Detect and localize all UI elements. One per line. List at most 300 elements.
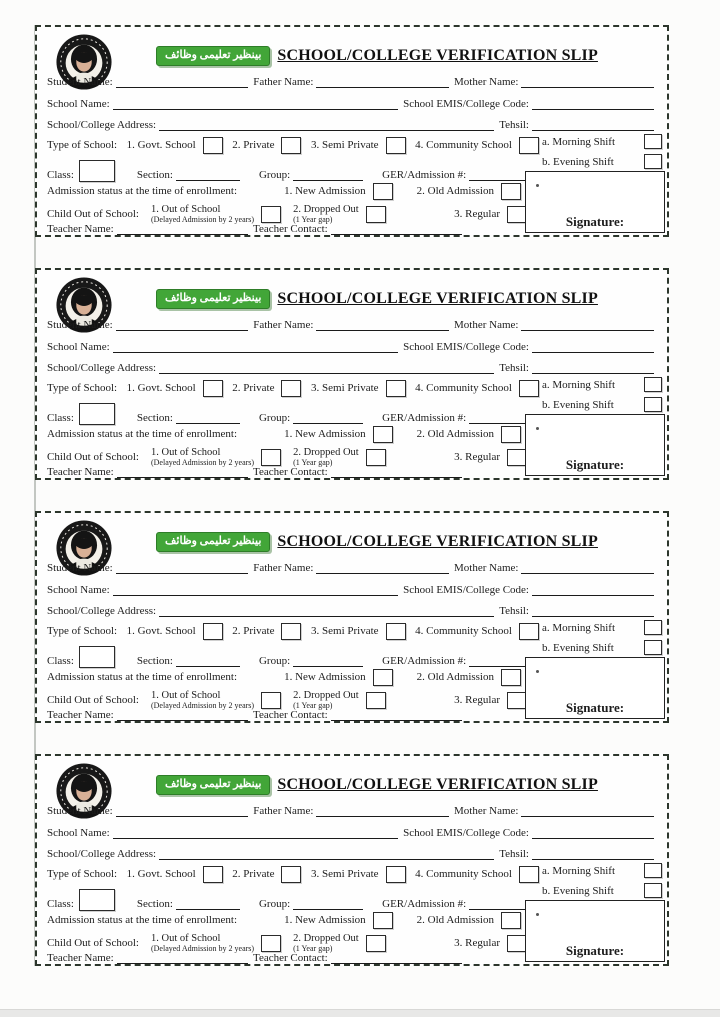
class-section-row xyxy=(47,403,497,425)
new-admission-checkbox[interactable] xyxy=(373,912,393,929)
slip-title: SCHOOL/COLLEGE VERIFICATION SLIP xyxy=(277,290,598,307)
teacher-row xyxy=(47,951,467,965)
admission-status-label: Admission status at the time of enrollment: xyxy=(47,428,238,440)
tehsil-field[interactable] xyxy=(532,118,654,131)
govt-school-checkbox[interactable] xyxy=(203,623,223,640)
tehsil-label: Tehsil: xyxy=(499,605,529,617)
old-admission-label: 2. Old Admission xyxy=(416,428,494,440)
regular-checkbox[interactable] xyxy=(507,206,527,223)
govt-school-option xyxy=(127,380,223,397)
address-field[interactable] xyxy=(159,604,494,617)
evening-shift-checkbox[interactable] xyxy=(644,397,662,412)
old-admission-option xyxy=(417,183,521,200)
dropped-out-option xyxy=(293,690,359,710)
teacher-name-label: Teacher Name: xyxy=(47,709,114,721)
out-of-school-sublabel: (Delayed Admission by 2 years) xyxy=(150,215,255,224)
scan-dot xyxy=(536,913,539,916)
scan-dot xyxy=(536,670,539,673)
out-of-school-label: 1. Out of School xyxy=(150,447,221,458)
morning-shift-checkbox[interactable] xyxy=(644,863,662,878)
slip-header xyxy=(107,529,647,555)
signature-label: Signature: xyxy=(565,943,625,958)
slip-header xyxy=(107,772,647,798)
type-of-school-label: Type of School: xyxy=(47,868,118,880)
private-option xyxy=(232,137,301,154)
emis-code-field[interactable] xyxy=(532,97,654,110)
tehsil-field[interactable] xyxy=(532,361,654,374)
out-of-school-checkbox[interactable] xyxy=(261,206,281,223)
group-label: Group: xyxy=(258,169,291,181)
dropped-out-sublabel: (1 Year gap) xyxy=(293,701,333,710)
school-name-label: School Name: xyxy=(47,827,110,839)
semi-private-checkbox[interactable] xyxy=(386,623,406,640)
emis-code-label: School EMIS/College Code: xyxy=(403,827,529,839)
morning-shift-label: a. Morning Shift xyxy=(542,135,616,148)
regular-option xyxy=(454,206,527,223)
community-school-checkbox[interactable] xyxy=(519,623,539,640)
dropped-out-sublabel: (1 Year gap) xyxy=(293,215,333,224)
father-name-label: Father Name: xyxy=(253,562,314,574)
ger-admission-label: GER/Admission #: xyxy=(382,898,467,910)
school-name-label: School Name: xyxy=(47,584,110,596)
out-of-school-sublabel: (Delayed Admission by 2 years) xyxy=(150,944,255,953)
private-label: 2. Private xyxy=(232,625,275,637)
regular-checkbox[interactable] xyxy=(507,935,527,952)
morning-shift-option xyxy=(542,133,662,150)
teacher-contact-field[interactable] xyxy=(331,951,462,964)
evening-shift-label: b. Evening Shift xyxy=(542,398,614,411)
govt-school-label: 1. Govt. School xyxy=(126,868,196,880)
section-field[interactable] xyxy=(176,411,240,424)
private-label: 2. Private xyxy=(232,382,275,394)
student-name-field[interactable] xyxy=(116,75,249,88)
new-admission-label: 1. New Admission xyxy=(284,185,366,197)
class-field[interactable] xyxy=(79,160,115,182)
shift-options-column xyxy=(542,376,662,416)
community-school-checkbox[interactable] xyxy=(519,866,539,883)
student-name-label: Student Name: xyxy=(47,319,113,331)
dropped-out-checkbox[interactable] xyxy=(366,692,386,709)
semi-private-label: 3. Semi Private xyxy=(311,382,379,394)
dropped-out-checkbox[interactable] xyxy=(366,935,386,952)
regular-option xyxy=(454,935,527,952)
teacher-contact-label: Teacher Contact: xyxy=(253,223,328,235)
signature-box[interactable] xyxy=(525,414,665,476)
verification-slip xyxy=(35,25,669,237)
class-field[interactable] xyxy=(79,646,115,668)
verification-slip xyxy=(35,754,669,966)
section-field[interactable] xyxy=(176,168,240,181)
class-label: Class: xyxy=(47,898,74,910)
dropped-out-label: 2. Dropped Out xyxy=(293,204,359,215)
class-section-row xyxy=(47,160,497,182)
section-label: Section: xyxy=(136,655,173,667)
evening-shift-checkbox[interactable] xyxy=(644,883,662,898)
new-admission-label: 1. New Admission xyxy=(284,914,366,926)
govt-school-label: 1. Govt. School xyxy=(126,625,196,637)
teacher-name-field[interactable] xyxy=(117,222,248,235)
slip-title: SCHOOL/COLLEGE VERIFICATION SLIP xyxy=(277,776,598,793)
father-name-label: Father Name: xyxy=(253,805,314,817)
morning-shift-option xyxy=(542,862,662,879)
new-admission-option xyxy=(284,183,393,200)
out-of-school-sublabel: (Delayed Admission by 2 years) xyxy=(150,701,255,710)
mother-name-label: Mother Name: xyxy=(454,805,519,817)
father-name-field[interactable] xyxy=(316,75,449,88)
semi-private-option xyxy=(311,137,406,154)
old-admission-option xyxy=(417,669,521,686)
school-row xyxy=(47,583,659,597)
names-row xyxy=(47,318,659,332)
child-out-of-school-label: Child Out of School: xyxy=(47,450,139,463)
urdu-program-badge: بینظیر تعلیمی وظائف xyxy=(156,289,270,309)
private-option xyxy=(232,866,301,883)
urdu-program-badge: بینظیر تعلیمی وظائف xyxy=(156,775,270,795)
admission-status-label: Admission status at the time of enrollment: xyxy=(47,914,238,926)
tehsil-field[interactable] xyxy=(532,847,654,860)
teacher-contact-field[interactable] xyxy=(331,222,462,235)
child-out-of-school-label: Child Out of School: xyxy=(47,693,139,706)
address-field[interactable] xyxy=(159,847,494,860)
evening-shift-option xyxy=(542,882,662,899)
teacher-contact-field[interactable] xyxy=(331,465,462,478)
teacher-row xyxy=(47,222,467,236)
emis-code-label: School EMIS/College Code: xyxy=(403,98,529,110)
teacher-row xyxy=(47,465,467,479)
community-school-label: 4. Community School xyxy=(415,625,512,637)
mother-name-field[interactable] xyxy=(521,804,654,817)
group-field[interactable] xyxy=(293,411,363,424)
mother-name-field[interactable] xyxy=(521,75,654,88)
mother-name-label: Mother Name: xyxy=(454,562,519,574)
private-option xyxy=(232,623,301,640)
tehsil-label: Tehsil: xyxy=(499,848,529,860)
private-checkbox[interactable] xyxy=(281,866,301,883)
school-row xyxy=(47,97,659,111)
dropped-out-option xyxy=(293,933,359,953)
signature-box[interactable] xyxy=(525,900,665,962)
evening-shift-option xyxy=(542,153,662,170)
dropped-out-label: 2. Dropped Out xyxy=(293,447,359,458)
father-name-label: Father Name: xyxy=(253,319,314,331)
community-school-label: 4. Community School xyxy=(415,382,512,394)
father-name-field[interactable] xyxy=(316,561,449,574)
scan-dot xyxy=(536,427,539,430)
teacher-name-field[interactable] xyxy=(117,708,248,721)
new-admission-checkbox[interactable] xyxy=(373,426,393,443)
urdu-program-badge: بینظیر تعلیمی وظائف xyxy=(156,46,270,66)
section-label: Section: xyxy=(136,412,173,424)
signature-box[interactable] xyxy=(525,171,665,233)
teacher-contact-label: Teacher Contact: xyxy=(253,466,328,478)
regular-checkbox[interactable] xyxy=(507,449,527,466)
student-name-field[interactable] xyxy=(116,561,249,574)
school-row xyxy=(47,826,659,840)
evening-shift-label: b. Evening Shift xyxy=(542,641,614,654)
semi-private-checkbox[interactable] xyxy=(386,866,406,883)
old-admission-option xyxy=(417,426,521,443)
signature-label: Signature: xyxy=(565,457,625,472)
names-row xyxy=(47,804,659,818)
group-field[interactable] xyxy=(293,654,363,667)
semi-private-option xyxy=(311,866,406,883)
regular-label: 3. Regular xyxy=(454,936,500,949)
community-school-checkbox[interactable] xyxy=(519,137,539,154)
section-field[interactable] xyxy=(176,897,240,910)
out-of-school-option xyxy=(151,933,254,953)
community-school-option xyxy=(415,380,539,397)
shift-options-column xyxy=(542,862,662,902)
mother-name-field[interactable] xyxy=(521,318,654,331)
school-name-field[interactable] xyxy=(113,97,398,110)
shift-options-column xyxy=(542,619,662,659)
evening-shift-checkbox[interactable] xyxy=(644,640,662,655)
address-label: School/College Address: xyxy=(47,119,157,131)
teacher-contact-label: Teacher Contact: xyxy=(253,952,328,964)
evening-shift-label: b. Evening Shift xyxy=(542,884,614,897)
regular-checkbox[interactable] xyxy=(507,692,527,709)
child-out-of-school-label: Child Out of School: xyxy=(47,207,139,220)
dropped-out-checkbox[interactable] xyxy=(366,449,386,466)
new-admission-option xyxy=(284,669,393,686)
govt-school-label: 1. Govt. School xyxy=(126,382,196,394)
dropped-out-option xyxy=(293,204,359,224)
community-school-checkbox[interactable] xyxy=(519,380,539,397)
semi-private-option xyxy=(311,623,406,640)
old-admission-option xyxy=(417,912,521,929)
regular-label: 3. Regular xyxy=(454,450,500,463)
community-school-label: 4. Community School xyxy=(415,868,512,880)
teacher-name-field[interactable] xyxy=(117,465,248,478)
class-section-row xyxy=(47,646,497,668)
slip-header xyxy=(107,286,647,312)
dropped-out-sublabel: (1 Year gap) xyxy=(293,944,333,953)
admission-status-row xyxy=(47,669,521,686)
new-admission-option xyxy=(284,912,393,929)
evening-shift-option xyxy=(542,396,662,413)
ger-admission-label: GER/Admission #: xyxy=(382,412,467,424)
out-of-school-checkbox[interactable] xyxy=(261,449,281,466)
address-label: School/College Address: xyxy=(47,362,157,374)
type-of-school-row xyxy=(47,137,539,154)
govt-school-checkbox[interactable] xyxy=(203,866,223,883)
private-checkbox[interactable] xyxy=(281,623,301,640)
morning-shift-label: a. Morning Shift xyxy=(542,864,616,877)
verification-slip xyxy=(35,268,669,480)
address-row xyxy=(47,361,659,375)
out-of-school-checkbox[interactable] xyxy=(261,935,281,952)
govt-school-option xyxy=(127,866,223,883)
names-row xyxy=(47,75,659,89)
old-admission-checkbox[interactable] xyxy=(501,912,521,929)
tehsil-field[interactable] xyxy=(532,604,654,617)
out-of-school-label: 1. Out of School xyxy=(150,933,221,944)
morning-shift-checkbox[interactable] xyxy=(644,377,662,392)
evening-shift-checkbox[interactable] xyxy=(644,154,662,169)
community-school-option xyxy=(415,866,539,883)
signature-label: Signature: xyxy=(565,214,625,229)
mother-name-label: Mother Name: xyxy=(454,76,519,88)
teacher-name-label: Teacher Name: xyxy=(47,223,114,235)
govt-school-option xyxy=(127,623,223,640)
emis-code-field[interactable] xyxy=(532,340,654,353)
emis-code-label: School EMIS/College Code: xyxy=(403,584,529,596)
morning-shift-checkbox[interactable] xyxy=(644,134,662,149)
mother-name-label: Mother Name: xyxy=(454,319,519,331)
group-field[interactable] xyxy=(293,897,363,910)
section-label: Section: xyxy=(136,169,173,181)
slip-title: SCHOOL/COLLEGE VERIFICATION SLIP xyxy=(277,533,598,550)
student-name-field[interactable] xyxy=(116,318,249,331)
teacher-name-field[interactable] xyxy=(117,951,248,964)
regular-option xyxy=(454,449,527,466)
regular-label: 3. Regular xyxy=(454,207,500,220)
evening-shift-label: b. Evening Shift xyxy=(542,155,614,168)
father-name-field[interactable] xyxy=(316,804,449,817)
semi-private-checkbox[interactable] xyxy=(386,380,406,397)
semi-private-option xyxy=(311,380,406,397)
dropped-out-option xyxy=(293,447,359,467)
ger-admission-label: GER/Admission #: xyxy=(382,169,467,181)
community-school-option xyxy=(415,137,539,154)
out-of-school-option xyxy=(151,204,254,224)
semi-private-checkbox[interactable] xyxy=(386,137,406,154)
verification-slip xyxy=(35,511,669,723)
out-of-school-label: 1. Out of School xyxy=(150,204,221,215)
admission-status-label: Admission status at the time of enrollment: xyxy=(47,671,238,683)
old-admission-label: 2. Old Admission xyxy=(416,185,494,197)
ger-admission-label: GER/Admission #: xyxy=(382,655,467,667)
morning-shift-label: a. Morning Shift xyxy=(542,378,616,391)
emis-code-label: School EMIS/College Code: xyxy=(403,341,529,353)
out-of-school-option xyxy=(151,447,254,467)
urdu-program-badge: بینظیر تعلیمی وظائف xyxy=(156,532,270,552)
address-label: School/College Address: xyxy=(47,605,157,617)
class-label: Class: xyxy=(47,655,74,667)
type-of-school-label: Type of School: xyxy=(47,139,118,151)
teacher-contact-label: Teacher Contact: xyxy=(253,709,328,721)
regular-label: 3. Regular xyxy=(454,693,500,706)
govt-school-checkbox[interactable] xyxy=(203,137,223,154)
slip-title: SCHOOL/COLLEGE VERIFICATION SLIP xyxy=(277,47,598,64)
emis-code-field[interactable] xyxy=(532,583,654,596)
tehsil-label: Tehsil: xyxy=(499,119,529,131)
private-checkbox[interactable] xyxy=(281,380,301,397)
group-label: Group: xyxy=(258,898,291,910)
out-of-school-sublabel: (Delayed Admission by 2 years) xyxy=(150,458,255,467)
school-name-field[interactable] xyxy=(113,340,398,353)
admission-status-row xyxy=(47,426,521,443)
section-label: Section: xyxy=(136,898,173,910)
private-option xyxy=(232,380,301,397)
address-row xyxy=(47,118,659,132)
out-of-school-label: 1. Out of School xyxy=(150,690,221,701)
address-field[interactable] xyxy=(159,118,494,131)
shift-options-column xyxy=(542,133,662,173)
out-of-school-option xyxy=(151,690,254,710)
teacher-row xyxy=(47,708,467,722)
scan-dot xyxy=(536,184,539,187)
emis-code-field[interactable] xyxy=(532,826,654,839)
address-field[interactable] xyxy=(159,361,494,374)
old-admission-label: 2. Old Admission xyxy=(416,671,494,683)
type-of-school-row xyxy=(47,380,539,397)
group-field[interactable] xyxy=(293,168,363,181)
father-name-field[interactable] xyxy=(316,318,449,331)
mother-name-field[interactable] xyxy=(521,561,654,574)
group-label: Group: xyxy=(258,412,291,424)
school-name-field[interactable] xyxy=(113,826,398,839)
new-admission-checkbox[interactable] xyxy=(373,183,393,200)
morning-shift-label: a. Morning Shift xyxy=(542,621,616,634)
names-row xyxy=(47,561,659,575)
semi-private-label: 3. Semi Private xyxy=(311,868,379,880)
signature-box[interactable] xyxy=(525,657,665,719)
teacher-name-label: Teacher Name: xyxy=(47,466,114,478)
dropped-out-label: 2. Dropped Out xyxy=(293,690,359,701)
morning-shift-option xyxy=(542,619,662,636)
govt-school-checkbox[interactable] xyxy=(203,380,223,397)
old-admission-label: 2. Old Admission xyxy=(416,914,494,926)
type-of-school-label: Type of School: xyxy=(47,382,118,394)
out-of-school-checkbox[interactable] xyxy=(261,692,281,709)
evening-shift-option xyxy=(542,639,662,656)
class-field[interactable] xyxy=(79,889,115,911)
student-name-label: Student Name: xyxy=(47,562,113,574)
new-admission-label: 1. New Admission xyxy=(284,428,366,440)
class-section-row xyxy=(47,889,497,911)
old-admission-checkbox[interactable] xyxy=(501,426,521,443)
address-row xyxy=(47,847,659,861)
teacher-name-label: Teacher Name: xyxy=(47,952,114,964)
school-row xyxy=(47,340,659,354)
student-name-label: Student Name: xyxy=(47,805,113,817)
admission-status-row xyxy=(47,912,521,929)
old-admission-checkbox[interactable] xyxy=(501,183,521,200)
private-label: 2. Private xyxy=(232,139,275,151)
child-out-of-school-label: Child Out of School: xyxy=(47,936,139,949)
class-label: Class: xyxy=(47,412,74,424)
tehsil-label: Tehsil: xyxy=(499,362,529,374)
community-school-label: 4. Community School xyxy=(415,139,512,151)
new-admission-checkbox[interactable] xyxy=(373,669,393,686)
student-name-label: Student Name: xyxy=(47,76,113,88)
school-name-field[interactable] xyxy=(113,583,398,596)
semi-private-label: 3. Semi Private xyxy=(311,139,379,151)
student-name-field[interactable] xyxy=(116,804,249,817)
class-label: Class: xyxy=(47,169,74,181)
govt-school-option xyxy=(127,137,223,154)
old-admission-checkbox[interactable] xyxy=(501,669,521,686)
teacher-contact-field[interactable] xyxy=(331,708,462,721)
address-row xyxy=(47,604,659,618)
private-label: 2. Private xyxy=(232,868,275,880)
govt-school-label: 1. Govt. School xyxy=(126,139,196,151)
morning-shift-checkbox[interactable] xyxy=(644,620,662,635)
type-of-school-row xyxy=(47,866,539,883)
class-field[interactable] xyxy=(79,403,115,425)
type-of-school-label: Type of School: xyxy=(47,625,118,637)
admission-status-label: Admission status at the time of enrollment: xyxy=(47,185,238,197)
dropped-out-checkbox[interactable] xyxy=(366,206,386,223)
address-label: School/College Address: xyxy=(47,848,157,860)
section-field[interactable] xyxy=(176,654,240,667)
semi-private-label: 3. Semi Private xyxy=(311,625,379,637)
new-admission-label: 1. New Admission xyxy=(284,671,366,683)
dropped-out-sublabel: (1 Year gap) xyxy=(293,458,333,467)
scan-bottom-bar xyxy=(0,1009,720,1017)
private-checkbox[interactable] xyxy=(281,137,301,154)
